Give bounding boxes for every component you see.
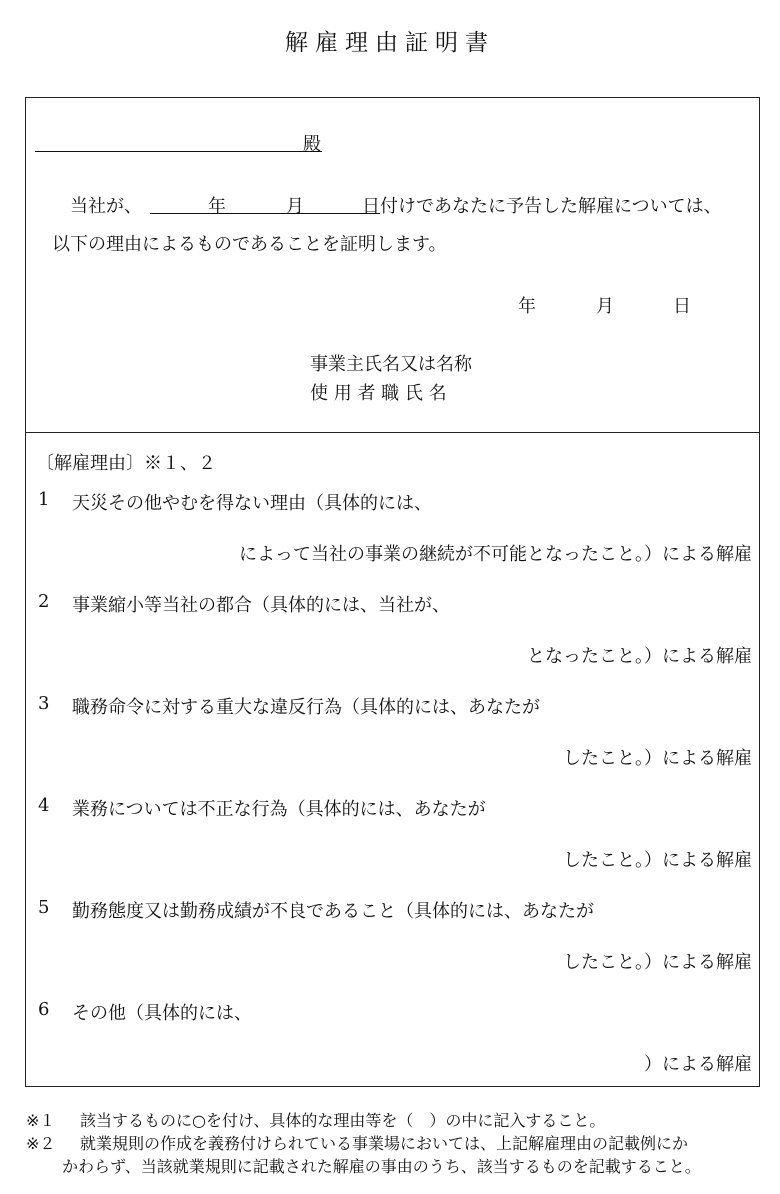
issue-day-label: 日 xyxy=(673,296,691,317)
reason-text: 勤務態度又は勤務成績が不良であること（具体的には、あなたが xyxy=(72,901,594,922)
reason-text: その他（具体的には、 xyxy=(72,1003,252,1024)
issue-year-label: 年 xyxy=(518,296,536,317)
reason-number: 1 xyxy=(38,489,50,510)
notice-year-label: 年 xyxy=(208,196,226,217)
reason-ending: したこと。）による解雇 xyxy=(563,952,752,973)
reason-ending: ）による解雇 xyxy=(644,1054,752,1075)
employer-name-label: 事業主氏名又は名称 xyxy=(310,354,472,375)
note-1-mark: ※１ xyxy=(26,1111,56,1130)
reason-number: 2 xyxy=(38,591,50,612)
reason-ending: によって当社の事業の継続が不可能となったこと。）による解雇 xyxy=(239,544,752,565)
reason-text: 事業縮小等当社の都合（具体的には、当社が、 xyxy=(72,595,450,616)
statement-date-suffix: 日付けであなたに予告した解雇については、 xyxy=(362,196,722,217)
notice-month-label: 月 xyxy=(286,196,304,217)
addressee-suffix: 殿 xyxy=(303,134,321,155)
addressee-underline xyxy=(35,151,322,152)
note-2-text-line-2: かわらず、当該就業規則に記載された解雇の事由のうち、該当するものを記載すること。 xyxy=(62,1157,701,1176)
reason-text: 業務については不正な行為（具体的には、あなたが xyxy=(72,799,486,820)
statement-line-2: 以下の理由によるものであることを証明します。 xyxy=(52,234,447,255)
reason-number: 4 xyxy=(38,795,50,816)
reason-text: 天災その他やむを得ない理由（具体的には、 xyxy=(72,493,432,514)
section-divider xyxy=(25,432,760,433)
document-title: 解雇理由証明書 xyxy=(285,30,495,56)
issue-month-label: 月 xyxy=(596,296,614,317)
reason-number: 5 xyxy=(38,897,50,918)
note-2-text-line-1: 就業規則の作成を義務付けられている事業場においては、上記解雇理由の記載例にか xyxy=(80,1134,689,1153)
note-1-text: 該当するものに○を付け、具体的な理由等を（ ）の中に記入すること。 xyxy=(80,1111,606,1130)
reasons-heading: 〔解雇理由〕※１、２ xyxy=(36,453,216,474)
reason-ending: したこと。）による解雇 xyxy=(563,748,752,769)
user-position-name-label: 使 用 者 職 氏 名 xyxy=(310,383,447,404)
statement-prefix: 当社が、 xyxy=(70,196,142,217)
note-2-mark: ※２ xyxy=(26,1134,56,1153)
reason-number: 3 xyxy=(38,693,50,714)
notice-date-underline xyxy=(150,213,380,214)
reason-ending: となったこと。）による解雇 xyxy=(527,646,752,667)
reason-text: 職務命令に対する重大な違反行為（具体的には、あなたが xyxy=(72,697,540,718)
reason-number: 6 xyxy=(38,999,50,1020)
reason-ending: したこと。）による解雇 xyxy=(563,850,752,871)
